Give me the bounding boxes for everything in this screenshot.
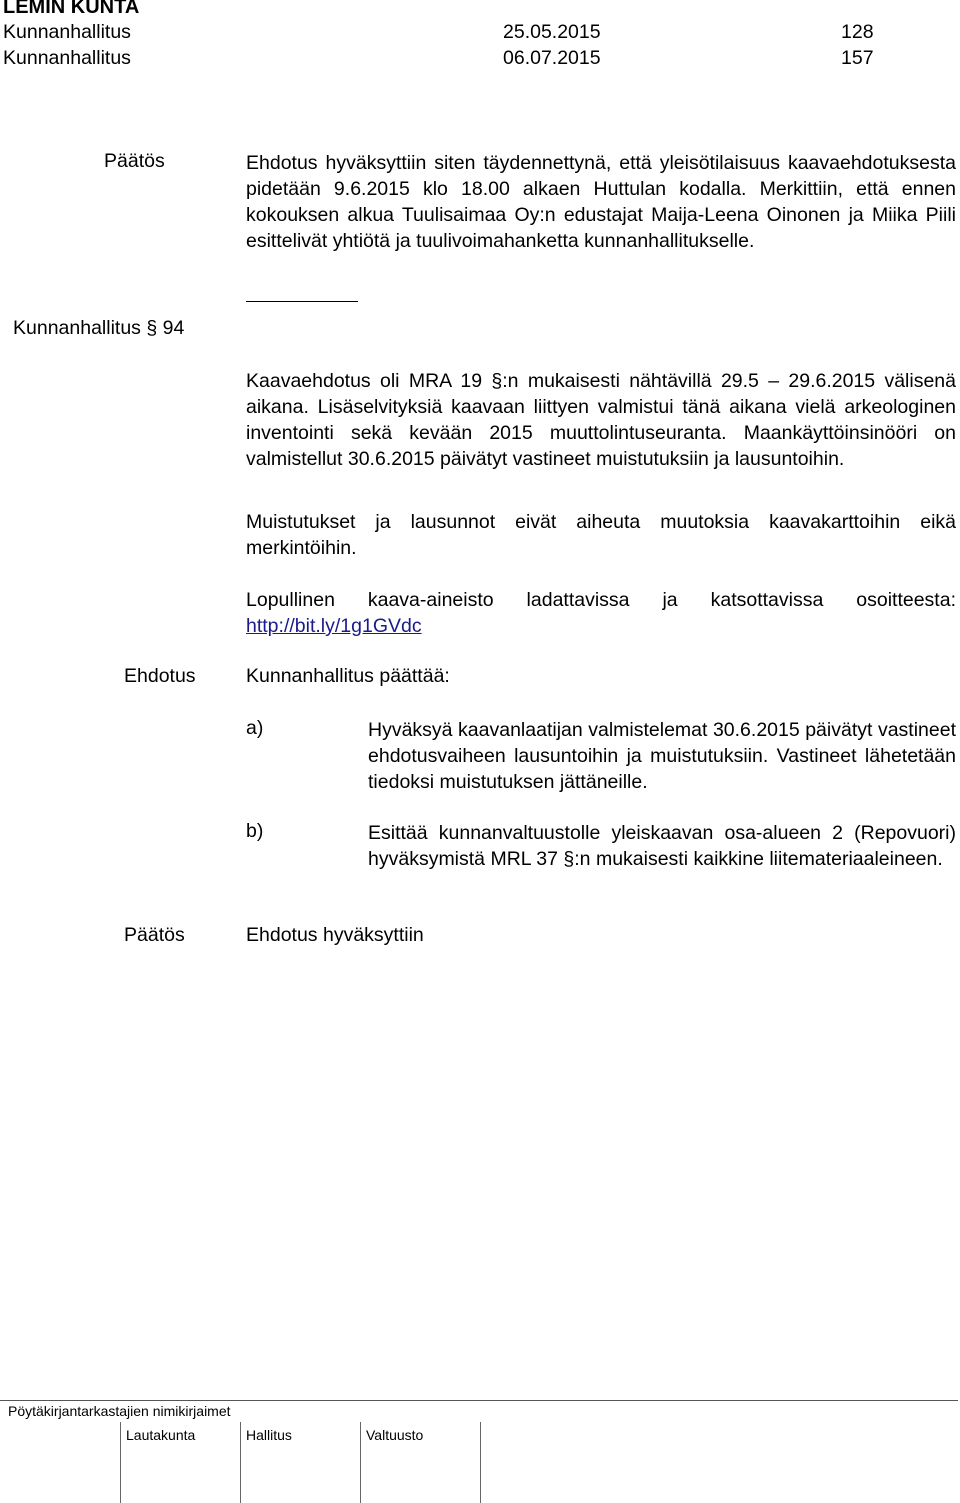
footer-column-hallitus: Hallitus: [246, 1427, 292, 1443]
body-paragraph: Muistutukset ja lausunnot eivät aiheuta muutoksia kaavakarttoihin eikä merkintöihin.: [246, 511, 956, 559]
decision-label: Päätös: [104, 150, 165, 172]
meeting-body: Kunnanhallitus: [3, 47, 131, 69]
separator-line: [246, 301, 358, 302]
item-text: Esittää kunnanvaltuustolle yleiskaavan osa-alueen 2 (Repovuori) hyväksymistä MRL 37 §:n mukaisesti kaikkine liitemateriaaleineen.: [368, 822, 956, 870]
footer-label: Pöytäkirjantarkastajien nimikirjaimet: [8, 1403, 231, 1419]
section-label: Kunnanhallitus § 94: [13, 317, 185, 339]
proposal-intro: Kunnanhallitus päättää:: [246, 665, 450, 687]
footer-column-valtuusto: Valtuusto: [366, 1427, 424, 1443]
proposal-label: Ehdotus: [124, 665, 196, 687]
footer-column-divider: [360, 1422, 361, 1503]
footer-column-divider: [480, 1422, 481, 1503]
page-number: 128: [841, 21, 874, 43]
item-letter: a): [246, 717, 264, 739]
meeting-date: 25.05.2015: [503, 21, 601, 43]
initials-footer: [0, 1400, 960, 1503]
organization-name: LEMIN KUNTA: [3, 0, 140, 18]
footer-column-divider: [240, 1422, 241, 1503]
body-paragraph-text: Lopullinen kaava-aineisto ladattavissa ja katsottavissa osoitteesta:: [246, 589, 956, 611]
meeting-row: [3, 47, 903, 71]
meeting-row: [3, 21, 903, 45]
footer-column-lautakunta: Lautakunta: [126, 1427, 196, 1443]
decision-text: Ehdotus hyväksyttiin: [246, 924, 424, 946]
aineisto-link[interactable]: http://bit.ly/1g1GVdc: [246, 615, 422, 637]
item-letter: b): [246, 820, 264, 842]
footer-column-divider: [120, 1422, 121, 1503]
body-paragraph: Kaavaehdotus oli MRA 19 §:n mukaisesti nähtävillä 29.5 – 29.6.2015 välisenä aikana. Lisäselvityksiä kaavaan liittyen valmistui tänä aikana vielä arkeologinen inventointi sekä kevään 2015 muuttolintuseuranta. Maankäyttöinsinööri on valmistellut 30.6.2015 päivätyt vastineet muistutuksiin ja lausuntoihin.: [246, 370, 956, 470]
decision-text: Ehdotus hyväksyttiin siten täydennettynä, että yleisötilaisuus kaavaehdotuksesta pidetään 9.6.2015 klo 18.00 alkaen Huttulan kodalla. Merkittiin, että ennen kokouksen alkua Tuulisaimaa Oy:n edustajat Maija-Leena Oinonen ja Miika Piili esittelivät yhtiötä ja tuulivoimahanketta kunnanhallitukselle.: [246, 152, 956, 252]
meeting-body: Kunnanhallitus: [3, 21, 131, 43]
decision-label: Päätös: [124, 924, 185, 946]
page-number: 157: [841, 47, 874, 69]
footer-top-line: [0, 1400, 958, 1401]
item-text: Hyväksyä kaavanlaatijan valmistelemat 30.6.2015 päivätyt vastineet ehdotusvaiheen lausuntoihin ja muistutuksiin. Vastineet lähetetään tiedoksi muistutuksen jättäneille.: [368, 719, 956, 793]
meeting-date: 06.07.2015: [503, 47, 601, 69]
body-paragraph: [246, 587, 956, 639]
